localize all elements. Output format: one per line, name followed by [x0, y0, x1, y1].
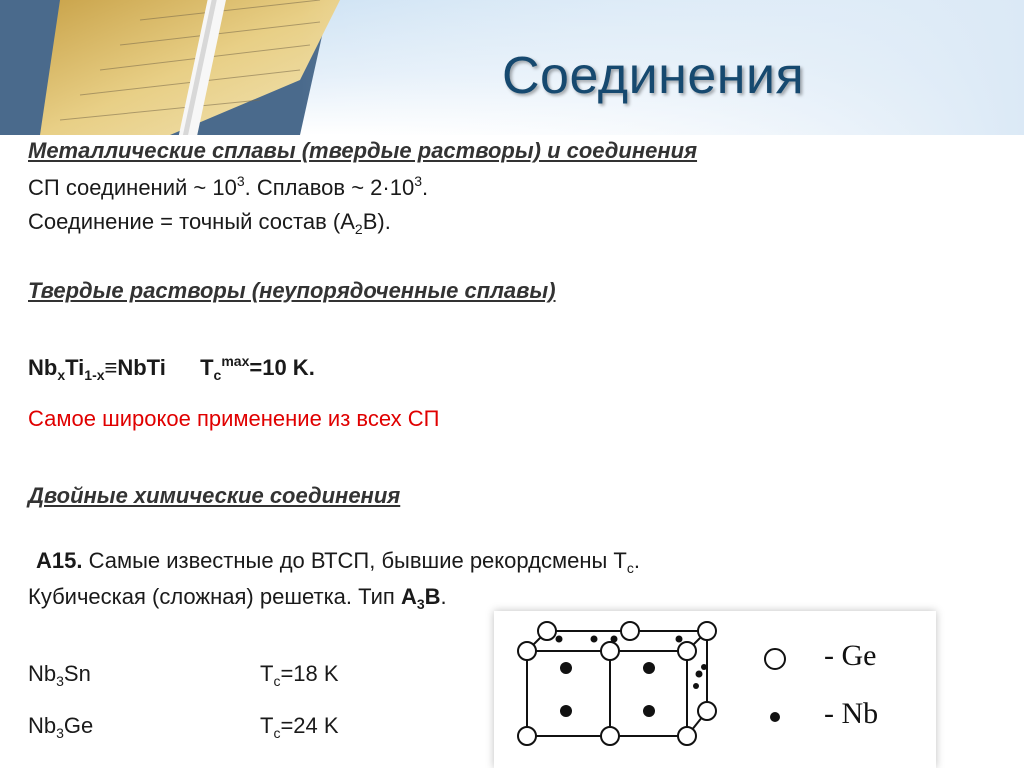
nb3ge-row: $Nb_3Ge$ $T_c=24$ K [28, 713, 339, 741]
heading-compounds: Двойные химические соединения [28, 483, 401, 508]
heading-solutions: Твердые растворы (неупорядоченные сплавы) [28, 278, 556, 303]
nbti-note: Самое широкое применение из всех СП [28, 406, 440, 431]
nb3sn-row: $Nb_3Sn$ $T_c=18$ K [28, 661, 339, 689]
legend-ge-label: - Ge [824, 639, 877, 672]
nbti-formula: $Nb_xTi_{1-x}\equiv NbTi$ $T_c^{max}=10$ K. [28, 353, 315, 383]
line-counts: СП соединений ~ $10^3$. Сплавов ~ $2\cdot 10^3$. [28, 173, 429, 200]
lattice-drawing [494, 611, 936, 768]
a15-line: А15. Самые известные до ВТСП, бывшие рекордсмены $Т_c$. [36, 548, 640, 576]
header-banner [0, 0, 1024, 135]
legend-nb-symbol [770, 712, 780, 722]
heading-alloys: Металлические сплавы (твердые растворы) и соединения [28, 138, 698, 163]
page-title: Соединения [502, 47, 805, 105]
legend-nb-label: - Nb [824, 697, 879, 730]
cubic-line: Кубическая (сложная) решетка. Тип $А_3В$. [28, 584, 447, 612]
line-composition: Соединение = точный состав $(А_2В)$. [28, 209, 391, 237]
legend-ge-symbol [765, 649, 785, 669]
a15-lattice-diagram [494, 611, 936, 768]
